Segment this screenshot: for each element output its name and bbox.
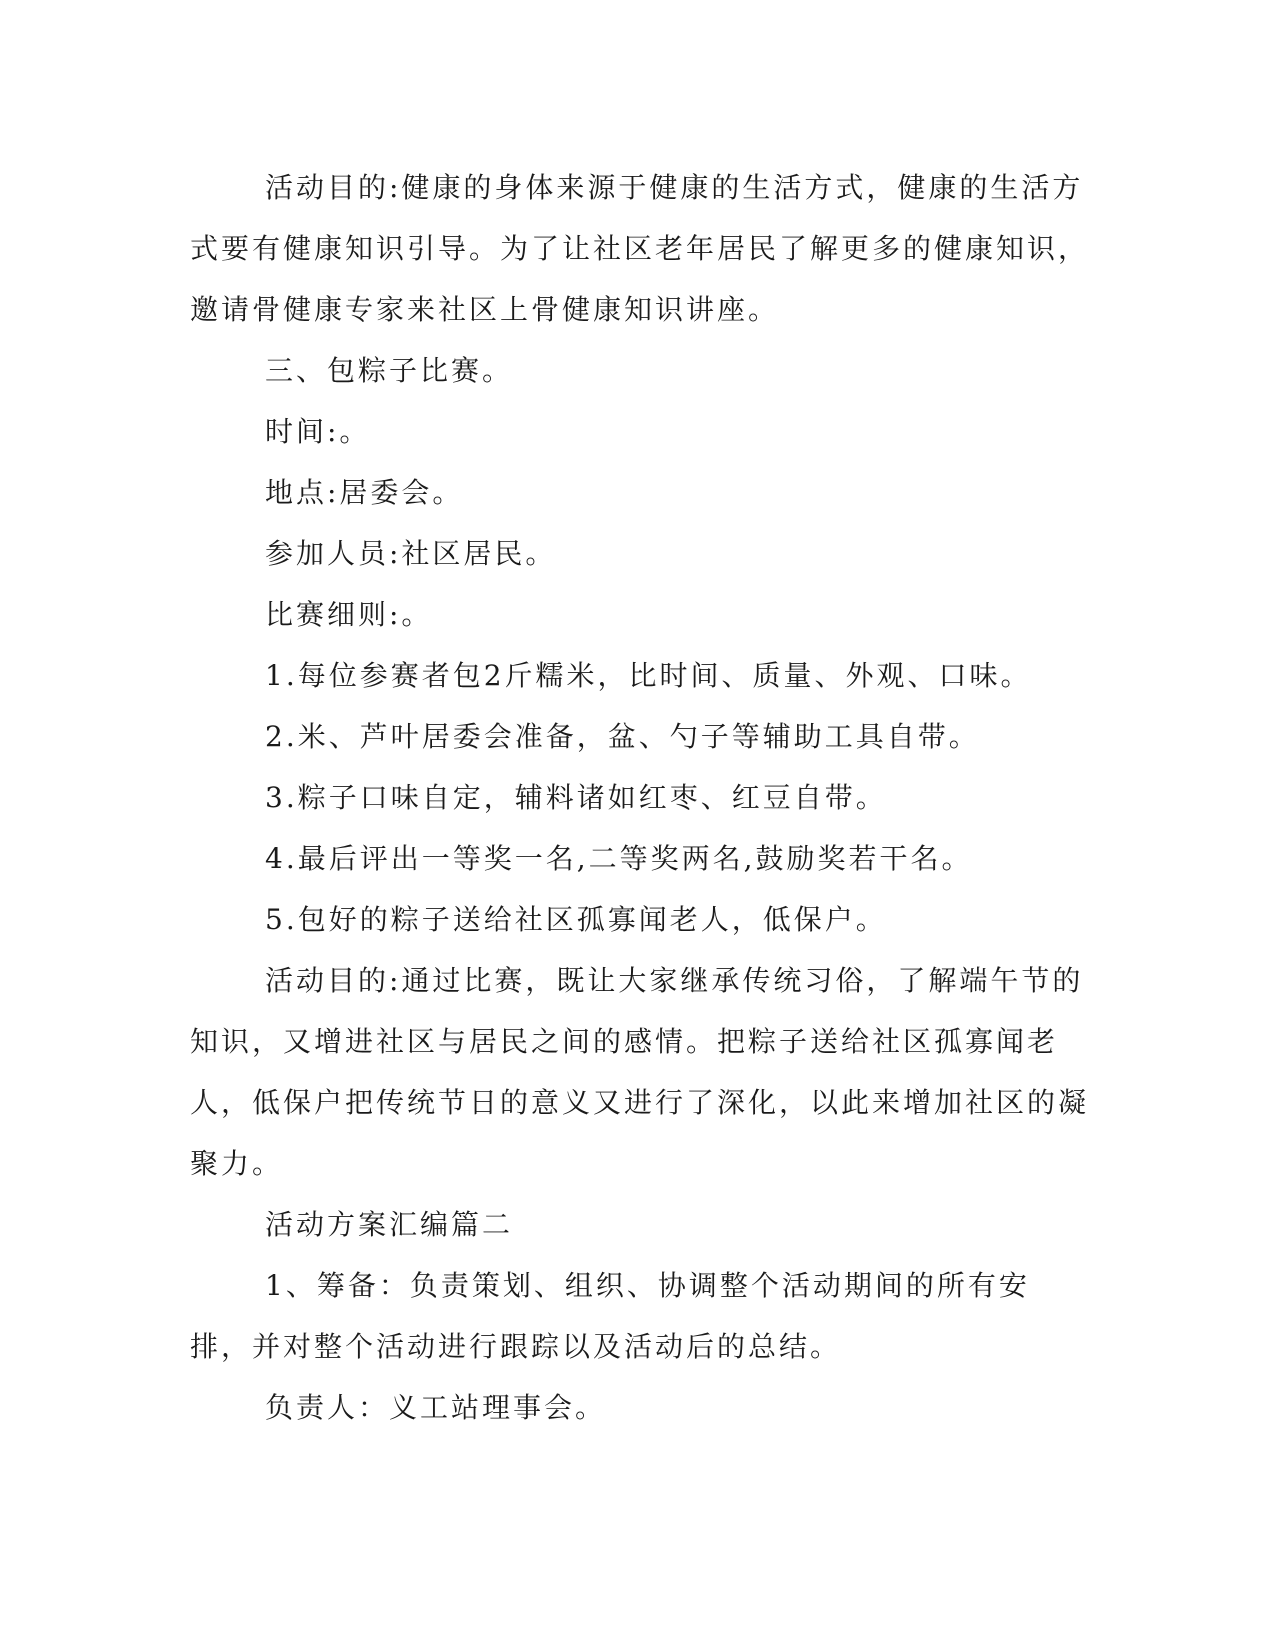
- paragraph-contest-purpose: 活动目的:通过比赛，既让大家继承传统习俗，了解端午节的知识，又增进社区与居民之间的感情。把粽子送给社区孤寡闻老人，低保户把传统节日的意义又进行了深化，以此来增加社区的凝聚力。: [190, 964, 1090, 1180]
- section-heading-part-two: 活动方案汇编篇二: [265, 1208, 514, 1241]
- rule-item-4: 4.最后评出一等奖一名,二等奖两名,鼓励奖若干名。: [265, 842, 973, 875]
- rule-item-3: 3.粽子口味自定，辅料诸如红枣、红豆自带。: [265, 781, 887, 814]
- paragraph-rules-heading: 比赛细则:。: [265, 598, 433, 631]
- paragraph-time: 时间:。: [265, 415, 371, 448]
- rule-item-2: 2.米、芦叶居委会准备，盆、勺子等辅助工具自带。: [265, 720, 980, 753]
- paragraph-health-purpose: 活动目的:健康的身体来源于健康的生活方式，健康的生活方式要有健康知识引导。为了让社区老年居民了解更多的健康知识，邀请骨健康专家来社区上骨健康知识讲座。: [190, 171, 1090, 326]
- paragraph-participants: 参加人员:社区居民。: [265, 537, 557, 570]
- paragraph-location: 地点:居委会。: [265, 476, 464, 509]
- rule-item-1: 1.每位参赛者包2斤糯米，比时间、质量、外观、口味。: [265, 659, 1032, 692]
- paragraph-person-in-charge: 负责人：义工站理事会。: [265, 1391, 607, 1424]
- paragraph-preparation: 1、筹备：负责策划、组织、协调整个活动期间的所有安排，并对整个活动进行跟踪以及活动后的总结。: [190, 1269, 1030, 1363]
- section-heading-zongzi-contest: 三、包粽子比赛。: [265, 354, 514, 387]
- document-body: [190, 157, 1090, 1438]
- rule-item-5: 5.包好的粽子送给社区孤寡闻老人，低保户。: [265, 903, 887, 936]
